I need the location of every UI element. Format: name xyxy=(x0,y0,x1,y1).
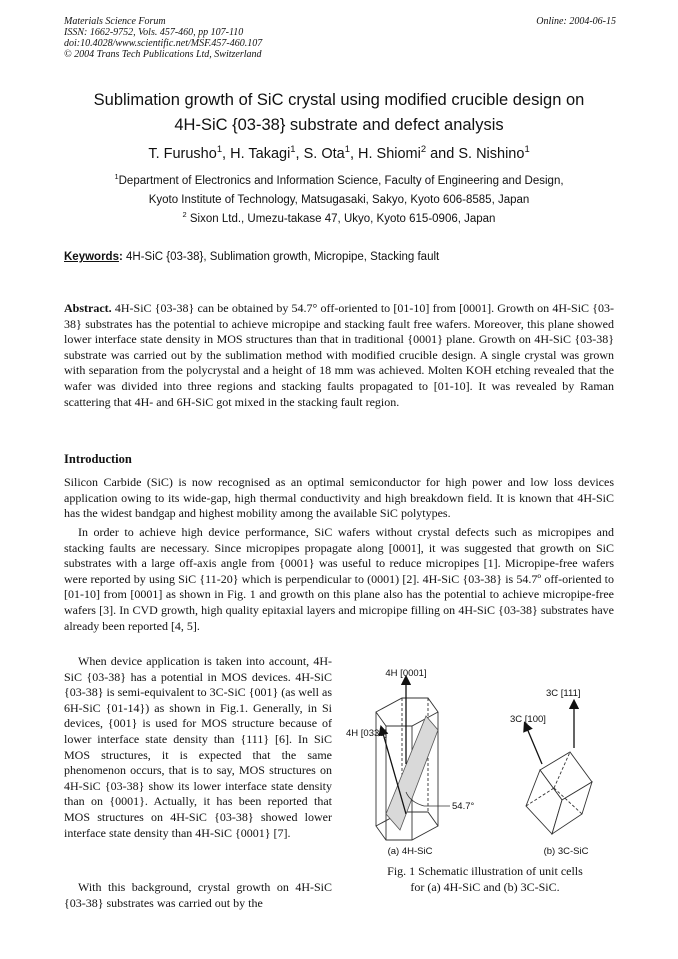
author-list xyxy=(40,143,638,162)
subcaption-a: (a) 4H-SiC xyxy=(387,846,433,857)
keywords: Keywords: 4H-SiC {03-38}, Sublimation growth, Micropipe, Stacking fault xyxy=(64,251,440,263)
title-line-2: 4H-SiC {03-38} substrate and defect analysis xyxy=(174,116,504,134)
caption-line-2: for (a) 4H-SiC and (b) 3C-SiC. xyxy=(410,879,560,894)
axis-3c-100-arrow xyxy=(526,726,542,764)
label-3c-111: 3C [111] xyxy=(546,688,581,699)
unit-cell-diagram xyxy=(340,664,620,860)
section-heading-introduction: Introduction xyxy=(64,452,132,466)
journal-name: Materials Science Forum xyxy=(64,16,166,27)
affiliation-1-line-1: $^1$Department of Electronics and Information Science, Faculty of Engineering and Design, xyxy=(114,172,564,187)
abstract-text: 4H-SiC {03-38} can be obtained by 54.7° off-oriented to [01-10] from [0001]. Growth on 4H-SiC {03-38} substrates has the potential to achieve micropipe and stacking fault free wafers. Moreover, this plane showed lower interface state density in MOS structures than that in traditional {0001} plane. Growth on 4H-SiC {03-38} substrate was carried out by the sublimation method with modified crucible design. A single crystal was grown with separation from the polycrystal and a height of 18 mm was achieved. Molten KOH etching revealed that the wafer was divided into three regions and stacking faults propagated to [01-10]. It was revealed by Raman scattering that 4H- and 6H-SiC got mixed in the stacking fault region. xyxy=(64,301,614,409)
affiliation-2: $^2$ Sixon Ltd., Umezu-takase 47, Ukyo, Kyoto 615-0906, Japan xyxy=(182,210,496,225)
intro-paragraph-2: In order to achieve high device performance, SiC wafers without crystal defects such as micropipes and stacking faults are necessary. Since micropipes propagate along [0001], it was suggested that growth on SiC substrates with a large off-axis angle from {0001} was useful to reduce micropipes [1]. Micropipe-free wafers were reported by using SiC {11-20} which is perpendicular to (0001) [2]. 4H-SiC {03-38} is 54.7º off-oriented to [01-10] from [0001] as shown in Fig. 1 and growth on this plane also has the potential to achieve micropipe-free wafers [3]. In CVD growth, high quality epitaxial layers and micropipe filling on 4H-SiC {03-38} substrates have already been reported [4, 5]. xyxy=(64,525,614,633)
issn-line: ISSN: 1662-9752, Vols. 457-460, pp 107-110 xyxy=(64,27,244,38)
label-angle: 54.7° xyxy=(452,801,475,812)
cubic-unit-cell xyxy=(526,752,592,834)
author: S. Ota$^1$, xyxy=(303,143,358,162)
author: H. Takagi$^1$, xyxy=(230,143,304,162)
intro-paragraph-1: Silicon Carbide (SiC) is now recognised as an optimal semiconductor for high power and low loss devices application owing to its wide-gap, high thermal conductivity and high breakdown field. It is known that 4H-SiC has the widest bandgap and highest mobility among the available SiC polytypes. xyxy=(64,475,614,521)
figure-1-caption xyxy=(350,864,620,895)
figure-1 xyxy=(340,664,620,860)
subcaption-b: (b) 3C-SiC xyxy=(543,846,589,857)
keywords-label: Keywords xyxy=(64,251,119,263)
author: H. Shiomi$^2$ and xyxy=(358,143,459,162)
intro-paragraph-4: With this background, crystal growth on 4H-SiC {03-38} substrates was carried out by the xyxy=(64,880,332,910)
running-header xyxy=(64,16,262,60)
keywords-text: 4H-SiC {03-38}, Sublimation growth, Micropipe, Stacking fault xyxy=(122,251,440,263)
label-3c-100: 3C [100] xyxy=(510,714,546,725)
author: S. Nishino$^1$ xyxy=(458,143,530,162)
copyright-line: © 2004 Trans Tech Publications Ltd, Switzerland xyxy=(64,49,262,60)
label-4h-0001: 4H [0001] xyxy=(385,668,427,679)
online-date: Online: 2004-06-15 xyxy=(536,16,616,27)
paper-title xyxy=(40,88,638,138)
title-line-1: Sublimation growth of SiC crystal using modified crucible design on xyxy=(93,91,585,109)
affiliation-1-line-2: Kyoto Institute of Technology, Matsugasaki, Sakyo, Kyoto 606-8585, Japan xyxy=(148,194,530,206)
author: T. Furusho$^1$, xyxy=(148,143,231,162)
caption-line-1: Fig. 1 Schematic illustration of unit cells xyxy=(387,864,583,878)
intro-paragraph-3: When device application is taken into account, 4H-SiC {03-38} has a potential in MOS devices. 4H-SiC {03-38} is semi-equivalent to 3C-SiC {001} (as well as 6H-SiC {01-14}) as shown in Fig.1. Generally, in Si devices, {001} is used for MOS structure because of lower interface state density than {111} [6]. In SiC MOS structures, it is expected that the same phenomenon occurs, that is to say, MOS structures on 4H-SiC {03-38} show its lower interface state density than on {0001}. Actually, it has been reported that MOS structures on 4H-SiC {03-38} showed lower interface state density than 4H-SiC {0001} [7]. xyxy=(64,654,332,840)
label-4h-0338: 4H [0338] xyxy=(346,728,388,739)
abstract xyxy=(64,301,614,410)
abstract-label: Abstract. xyxy=(64,301,112,315)
doi-line[interactable]: doi:10.4028/www.scientific.net/MSF.457-460.107 xyxy=(64,38,263,49)
